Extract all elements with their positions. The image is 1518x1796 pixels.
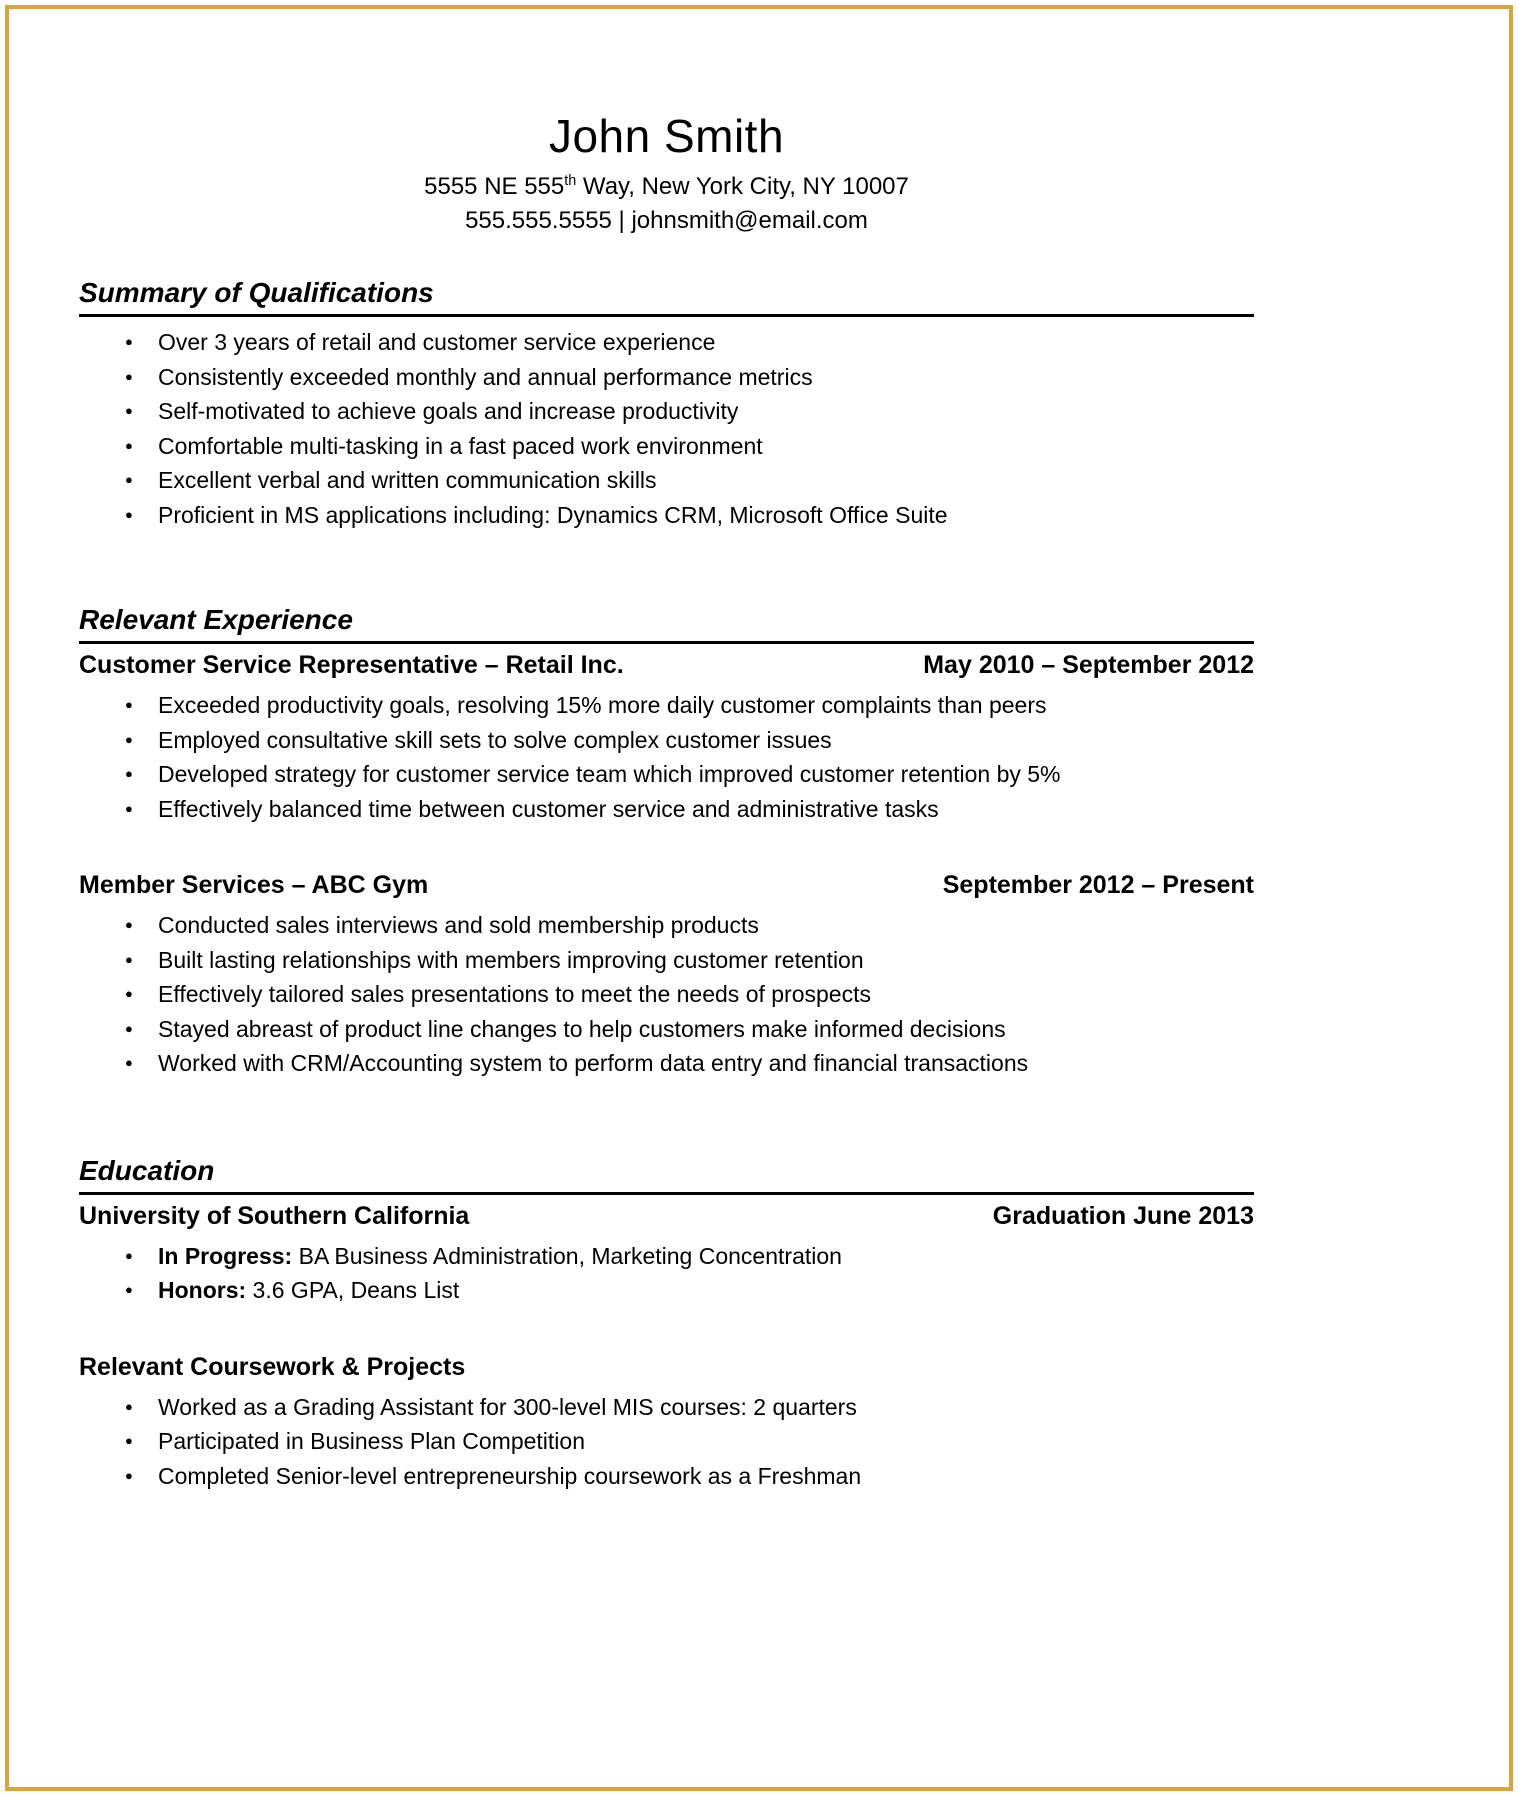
bullet-item: ● Participated in Business Plan Competition	[125, 1424, 1254, 1459]
bullet-text: 3.6 GPA, Deans List	[246, 1277, 460, 1303]
section-education	[79, 1155, 1254, 1494]
bullet-item: ● Effectively tailored sales presentations to meet the needs of prospects	[125, 977, 1254, 1012]
address-pre: 5555 NE 555	[424, 173, 565, 200]
resume-header	[79, 9, 1254, 235]
resume-name: John Smith	[548, 110, 785, 162]
resume-address	[79, 173, 1254, 201]
bullet-item: ● Developed strategy for customer service team which improved customer retention by 5%	[125, 757, 1254, 792]
resume-contact: 555.555.5555 | johnsmith@email.com	[465, 207, 868, 234]
bullet-item: ● Comfortable multi-tasking in a fast paced work environment	[125, 429, 1254, 464]
bullet-text: BA Business Administration, Marketing Concentration	[292, 1242, 842, 1269]
resume-content	[79, 9, 1254, 1493]
bullet-item: ● Built lasting relationships with members improving customer retention	[125, 943, 1254, 978]
section-summary	[79, 277, 1254, 532]
bullet-item	[125, 1239, 1254, 1274]
bullet-item	[125, 1273, 1254, 1308]
job-bullet-list	[125, 688, 1254, 826]
bullet-item: ● Completed Senior-level entrepreneurship coursework as a Freshman	[125, 1459, 1254, 1494]
page	[5, 5, 1513, 1791]
job-dates: May 2010 – September 2012	[923, 651, 1254, 679]
bullet-item: ● Proficient in MS applications including: Dynamics CRM, Microsoft Office Suite	[125, 498, 1254, 533]
graduation-date: Graduation June 2013	[992, 1201, 1254, 1230]
summary-section-title: Summary of Qualifications	[79, 277, 1254, 317]
school-name: University of Southern California	[79, 1201, 470, 1230]
address-post: Way, New York City, NY 10007	[576, 173, 909, 200]
coursework-title: Relevant Coursework & Projects	[79, 1352, 466, 1381]
bullet-item: ● Worked with CRM/Accounting system to perform data entry and financial transactions	[125, 1046, 1254, 1081]
bullet-label: In Progress:	[158, 1242, 293, 1269]
summary-bullet-list	[125, 325, 1254, 532]
address-ordinal: th	[564, 173, 577, 189]
job-header	[79, 870, 1254, 900]
bullet-item: ● Exceeded productivity goals, resolving 15% more daily customer complaints than peers	[125, 688, 1254, 723]
coursework-block	[79, 1352, 1254, 1494]
job-dates: September 2012 – Present	[942, 871, 1254, 899]
bullet-item: ● Over 3 years of retail and customer service experience	[125, 325, 1254, 360]
experience-section-title: Relevant Experience	[79, 604, 1254, 644]
bullet-item: ● Conducted sales interviews and sold membership products	[125, 908, 1254, 943]
section-experience	[79, 604, 1254, 1081]
job-entry-retail	[79, 650, 1254, 826]
job-bullet-list	[125, 908, 1254, 1081]
job-entry-gym	[79, 870, 1254, 1081]
bullet-item: ● Consistently exceeded monthly and annual performance metrics	[125, 360, 1254, 395]
bullet-item: ● Effectively balanced time between customer service and administrative tasks	[125, 792, 1254, 827]
education-section-title: Education	[79, 1155, 1254, 1195]
bullet-label: Honors:	[158, 1277, 247, 1303]
bullet-item: ● Excellent verbal and written communication skills	[125, 463, 1254, 498]
bullet-item: ● Employed consultative skill sets to solve complex customer issues	[125, 723, 1254, 758]
bullet-item: ● Stayed abreast of product line changes to help customers make informed decisions	[125, 1012, 1254, 1047]
education-bullet-list	[125, 1239, 1254, 1308]
job-title: Member Services – ABC Gym	[79, 871, 429, 899]
bullet-item: ● Worked as a Grading Assistant for 300-level MIS courses: 2 quarters	[125, 1390, 1254, 1425]
education-header	[79, 1201, 1254, 1231]
job-title: Customer Service Representative – Retail Inc.	[79, 651, 624, 679]
bullet-item: ● Self-motivated to achieve goals and increase productivity	[125, 394, 1254, 429]
coursework-bullet-list	[125, 1390, 1254, 1494]
job-header	[79, 650, 1254, 680]
